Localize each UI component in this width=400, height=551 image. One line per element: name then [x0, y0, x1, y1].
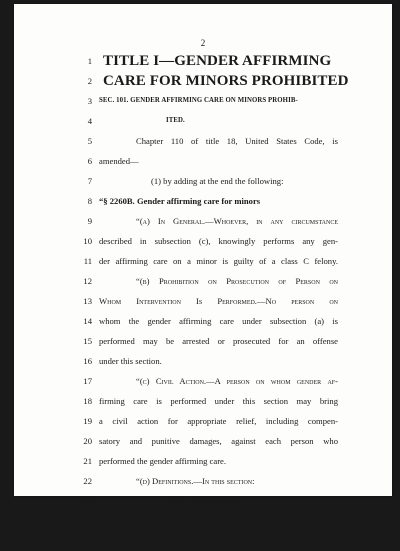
bill-line	[14, 131, 392, 151]
bill-line	[14, 71, 392, 91]
title-heading-line: CARE FOR MINORS PROHIBITED	[103, 73, 349, 89]
line-number: 7	[87, 176, 92, 186]
bill-line	[14, 451, 392, 471]
line-number: 20	[83, 436, 92, 446]
bill-line	[14, 491, 392, 511]
section-heading: ITED.	[166, 117, 185, 124]
body-text: “(b) Prohibition on Prosecution of Person on	[136, 276, 338, 286]
document-page	[14, 4, 392, 546]
body-text: “(d) Definitions.—In this section:	[136, 476, 255, 486]
bill-line	[14, 211, 392, 231]
line-number: 15	[83, 336, 92, 346]
line-number: 8	[87, 196, 92, 206]
line-number: 4	[87, 116, 92, 126]
line-number: 23	[83, 496, 92, 506]
body-text: performed the gender affirming care.	[99, 456, 227, 466]
line-number: 2	[87, 76, 92, 86]
line-number: 5	[87, 136, 92, 146]
body-text: Chapter 110 of title 18, United States Code, is	[136, 136, 338, 146]
body-text: firming care is performed under this section may bring	[99, 396, 338, 406]
bill-line	[14, 391, 392, 411]
bill-line	[14, 51, 392, 71]
body-text: chapter, except as provided in subparagraph	[151, 536, 338, 546]
title-heading-line: TITLE I—GENDER AFFIRMING	[103, 53, 332, 69]
bill-line	[14, 311, 392, 331]
line-number: 25	[83, 536, 92, 546]
section-heading: SEC. 101. GENDER AFFIRMING CARE ON MINORS PROHIB-	[99, 97, 298, 104]
page-number: 2	[200, 38, 206, 48]
bill-line	[14, 91, 392, 111]
line-number: 16	[83, 356, 92, 366]
body-text: (1) by adding at the end the following:	[151, 176, 284, 186]
body-text: performed may be arrested or prosecuted for an offense	[99, 336, 338, 346]
bill-line	[14, 351, 392, 371]
line-number: 12	[83, 276, 92, 286]
bill-line	[14, 191, 392, 211]
line-number: 11	[83, 256, 92, 266]
line-number: 13	[83, 296, 92, 306]
body-text: a civil action for appropriate relief, including compen-	[99, 416, 338, 426]
bill-line	[14, 111, 392, 131]
line-number: 17	[83, 376, 92, 386]
line-number: 10	[83, 236, 92, 246]
bill-line	[14, 411, 392, 431]
body-text: amended—	[99, 156, 139, 166]
bill-line	[14, 231, 392, 251]
line-number: 1	[87, 56, 92, 66]
bill-line	[14, 371, 392, 391]
line-number: 21	[83, 456, 92, 466]
body-text: under this section.	[99, 356, 162, 366]
line-number: 24	[83, 516, 92, 526]
body-text: Whom Intervention Is Performed.—No person on	[99, 296, 338, 306]
bill-line	[14, 471, 392, 491]
body-text: “(1) Gender affirming care.—	[151, 496, 258, 506]
body-text: satory and punitive damages, against each person who	[99, 436, 338, 446]
bill-line	[14, 271, 392, 291]
bill-line	[14, 151, 392, 171]
body-text: “(A) In general.—For purposes of this	[166, 516, 338, 526]
bill-line	[14, 431, 392, 451]
body-text: der affirming care on a minor is guilty of a class C felony.	[99, 256, 338, 266]
bill-line	[14, 291, 392, 311]
line-number: 6	[87, 156, 92, 166]
line-number: 22	[83, 476, 92, 486]
line-number: 18	[83, 396, 92, 406]
body-text: “(c) Civil Action.—A person on whom gender af-	[136, 376, 338, 386]
body-text: “(a) In General.—Whoever, in any circumstance	[136, 216, 338, 226]
bill-line	[14, 331, 392, 351]
bill-line	[14, 171, 392, 191]
line-number: 19	[83, 416, 92, 426]
line-number: 14	[83, 316, 92, 326]
bill-line	[14, 531, 392, 551]
bill-line	[14, 251, 392, 271]
line-number: 9	[87, 216, 92, 226]
section-title: “§ 2260B. Gender affirming care for minors	[99, 196, 261, 206]
body-text: described in subsection (c), knowingly performs any gen-	[99, 236, 338, 246]
body-text: whom the gender affirming care under subsection (a) is	[99, 316, 338, 326]
bill-line	[14, 511, 392, 531]
line-number: 3	[87, 96, 92, 106]
